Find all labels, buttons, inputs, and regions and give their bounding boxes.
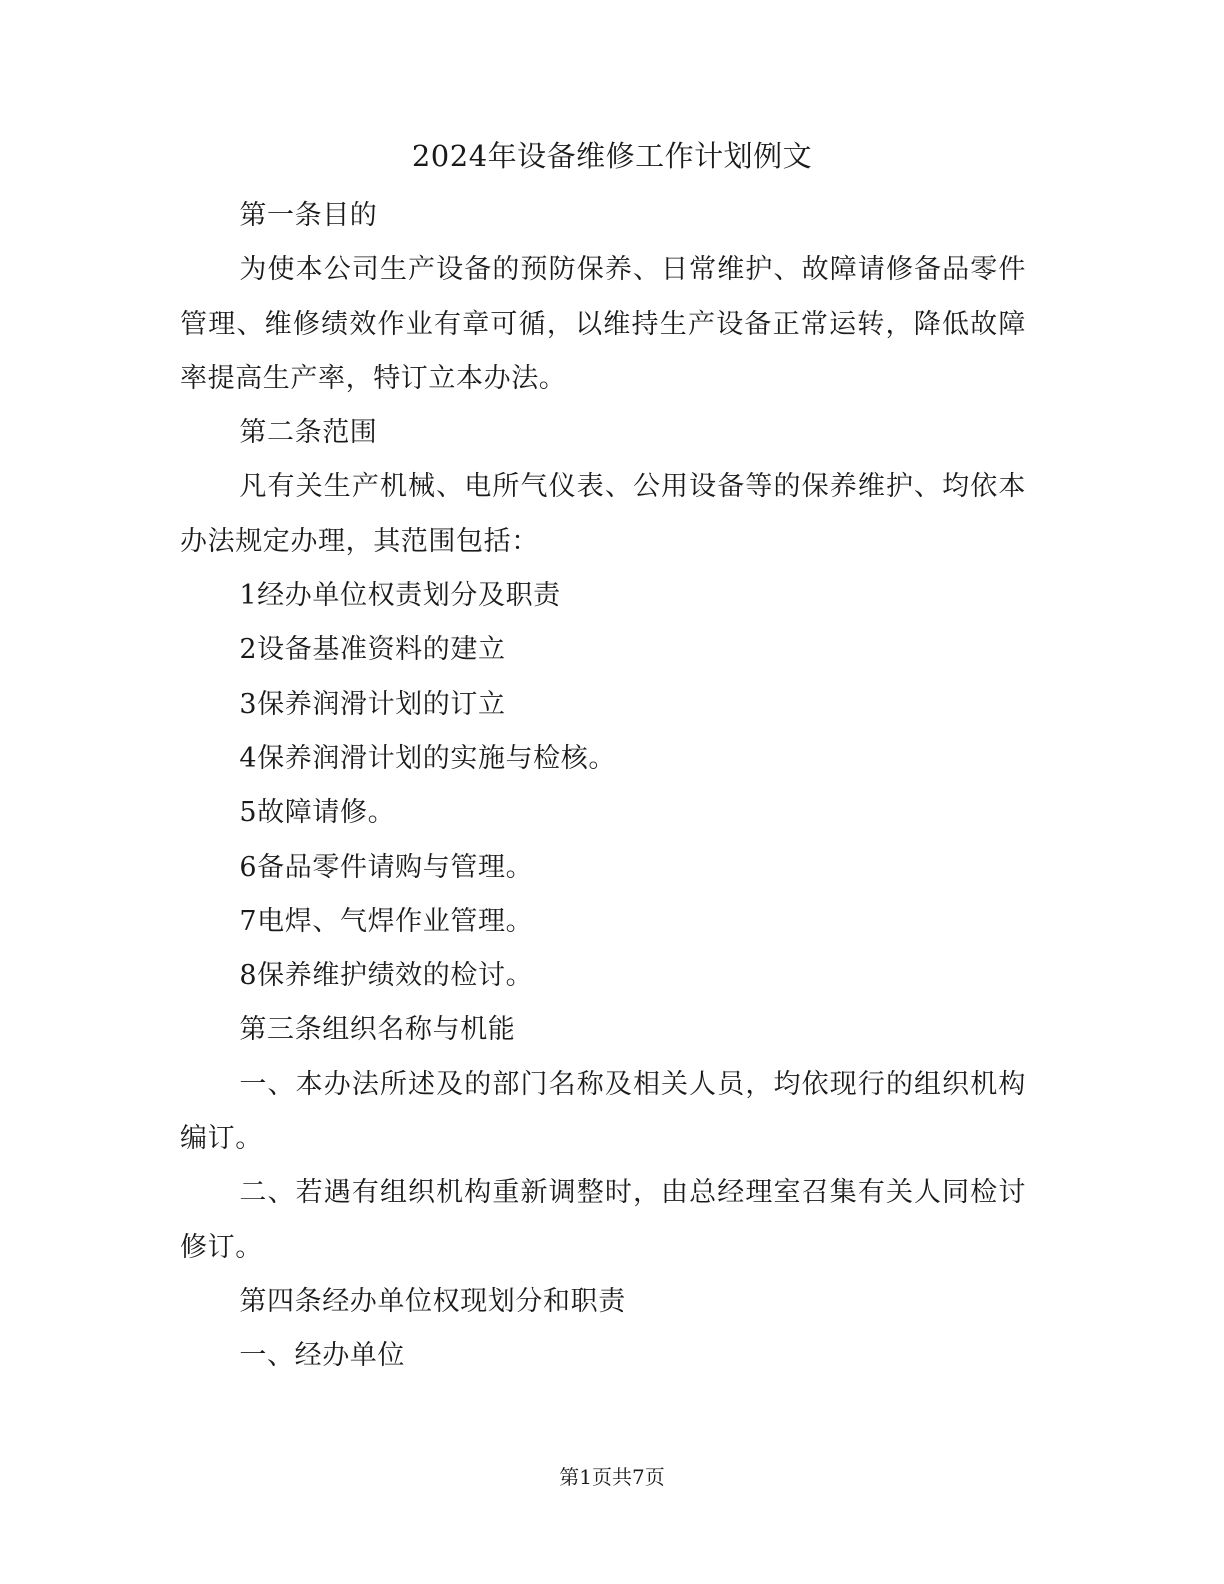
paragraph-responsible-units: 一、经办单位 (239, 1340, 405, 1372)
section-heading-purpose: 第一条目的 (239, 200, 378, 231)
list-item: 3保养润滑计划的订立 (239, 688, 506, 720)
paragraph-purpose: 为使本公司生产设备的预防保养、日常维护、故障请修备品零件管理、维修绩效作业有章可循，以维持生产设备正常运转，降低故障率提高生产率，特订立本办法。 (180, 254, 1026, 394)
list-item: 2设备基准资料的建立 (239, 634, 506, 666)
list-item: 7电焊、气焊作业管理。 (239, 905, 534, 937)
list-item: 1经办单位权责划分及职责 (239, 580, 561, 612)
section-heading-responsibilities: 第四条经办单位权现划分和职责 (239, 1285, 626, 1317)
list-item: 5故障请修。 (239, 797, 396, 829)
section-heading-scope: 第二条范围 (239, 417, 378, 449)
document-title: 2024年设备维修工作计划例文 (411, 139, 813, 173)
paragraph-organization-1: 一、本办法所述及的部门名称及相关人员，均依现行的组织机构编订。 (180, 1068, 1026, 1155)
list-item: 6备品零件请购与管理。 (239, 851, 534, 883)
list-item: 4保养润滑计划的实施与检核。 (239, 742, 616, 774)
paragraph-organization-2: 二、若遇有组织机构重新调整时，由总经理室召集有关人同检讨修订。 (180, 1177, 1026, 1263)
list-item: 8保养维护绩效的检讨。 (239, 960, 534, 992)
section-heading-organization: 第三条组织名称与机能 (239, 1014, 516, 1046)
paragraph-scope: 凡有关生产机械、电所气仪表、公用设备等的保养维护、均依本办法规定办理，其范围包括： (180, 471, 1026, 557)
document-body (180, 189, 1026, 1384)
page-footer: 第1页共7页 (559, 1465, 665, 1489)
